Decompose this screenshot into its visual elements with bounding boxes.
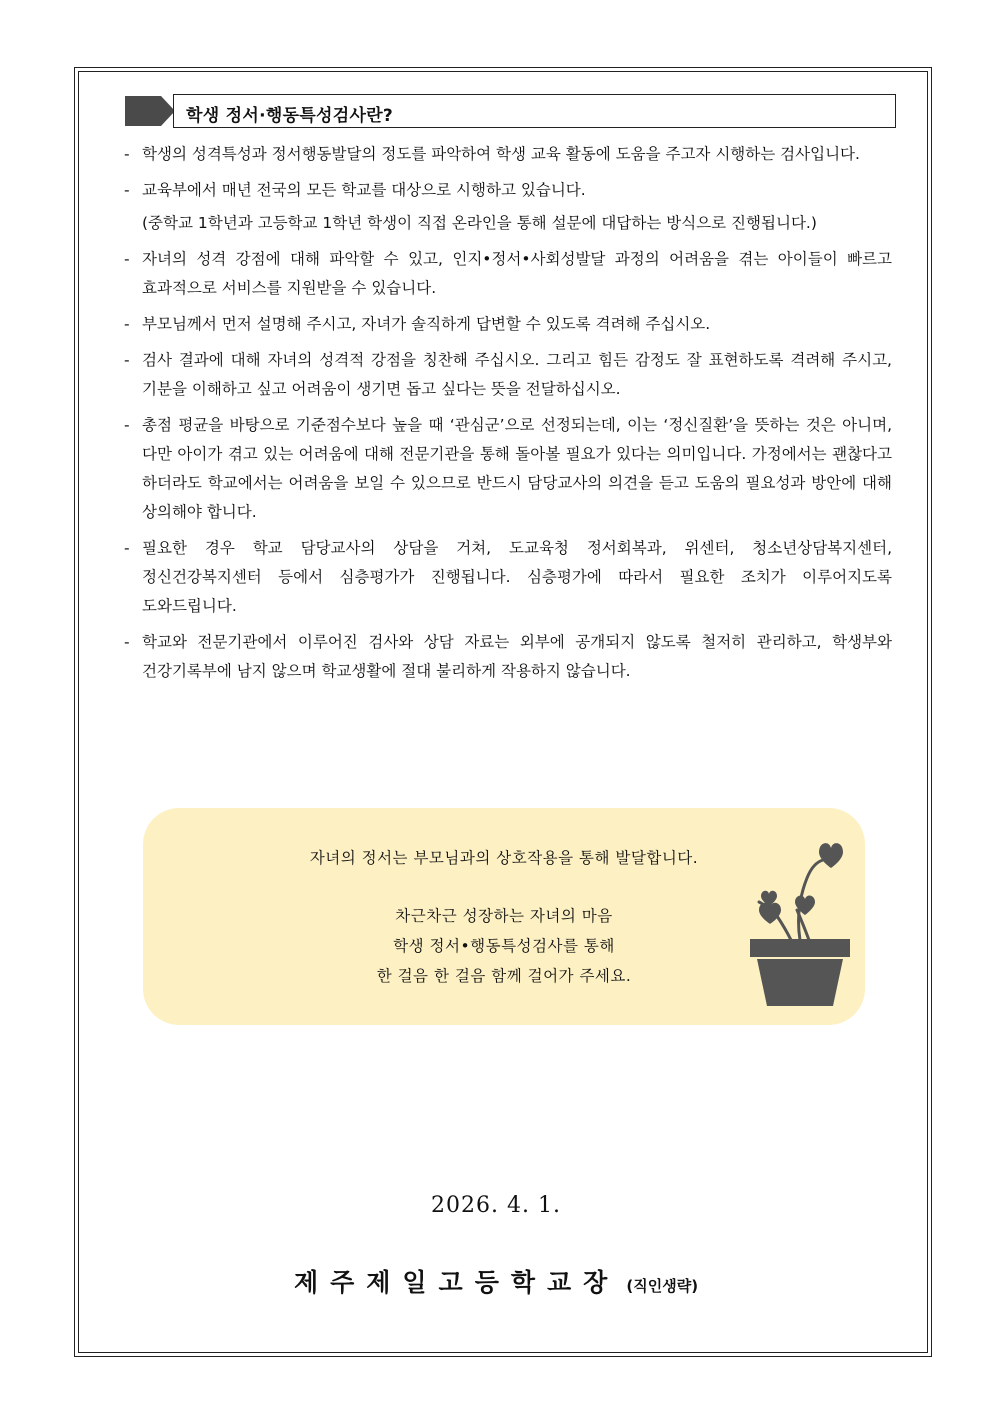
callout-line-1: 자녀의 정서는 부모님과의 상호작용을 통해 발달합니다. [309,849,699,867]
list-item-text: 자녀의 성격 강점에 대해 파악할 수 있고, 인지•정서•사회성발달 과정의 어려움을 겪는 아이들이 빠르고 효과적으로 서비스를 지원받을 수 있습니다. [142,250,892,297]
section-heading [125,94,896,128]
heading-box [173,94,896,128]
list-item-text: 학생의 성격특성과 정서행동발달의 정도를 파악하여 학생 교육 활동에 도움을 주고자 시행하는 검사입니다. [142,145,860,163]
list-item: - 검사 결과에 대해 자녀의 성격적 강점을 칭찬해 주십시오. 그리고 힘든 감정도 잘 표현하도록 격려해 주시고, 기분을 이해하고 싶고 어려움이 생기면 돕고 싶다는 뜻을 전달하십시오. [124,351,892,398]
signature-block [0,1263,992,1299]
list-item-text: 학교와 전문기관에서 이루어진 검사와 상담 자료는 외부에 공개되지 않도록 철저히 관리하고, 학생부와 건강기록부에 남지 않으며 학교생활에 절대 불리하게 작용하지 않습니다. [142,633,892,680]
list-item-text: 필요한 경우 학교 담당교사의 상담을 거쳐, 도교육청 정서회복과, 위센터, 청소년상담복지센터, 정신건강복지센터 등에서 심층평가가 진행됩니다. 심층평가에 따라서 필요한 조치가 이루어지도록 도와드립니다. [142,539,892,615]
principal-signature: 제주제일고등학교장 [293,1268,620,1297]
seal-omitted-note: (직인생략) [626,1277,699,1295]
content-list [124,140,892,693]
list-item: - 필요한 경우 학교 담당교사의 상담을 거쳐, 도교육청 정서회복과, 위센터, 청소년상담복지센터, 정신건강복지센터 등에서 심층평가가 진행됩니다. 심층평가에 따라서 필요한 조치가 이루어지도록 도와드립니다. [124,539,892,615]
callout-line-2: 차근차근 성장하는 자녀의 마음 [395,907,613,925]
list-item-text: 부모님께서 먼저 설명해 주시고, 자녀가 솔직하게 답변할 수 있도록 격려해 주십시오. [142,315,711,333]
heart-plant-pot-icon [745,838,855,1013]
list-item: - 교육부에서 매년 전국의 모든 학교를 대상으로 시행하고 있습니다. [124,181,586,199]
callout-line-4: 한 걸음 한 걸음 함께 걸어가 주세요. [376,967,632,985]
list-note: (중학교 1학년과 고등학교 1학년 학생이 직접 온라인을 통해 설문에 대답하는 방식으로 진행됩니다.) [142,214,817,232]
list-item: - 자녀의 성격 강점에 대해 파악할 수 있고, 인지•정서•사회성발달 과정의 어려움을 겪는 아이들이 빠르고 효과적으로 서비스를 지원받을 수 있습니다. [124,250,892,297]
list-item-text: 교육부에서 매년 전국의 모든 학교를 대상으로 시행하고 있습니다. [142,181,586,199]
list-item: - 학생의 성격특성과 정서행동발달의 정도를 파악하여 학생 교육 활동에 도움을 주고자 시행하는 검사입니다. [124,145,860,163]
list-item-text: 총점 평균을 바탕으로 기준점수보다 높을 때 ‘관심군’으로 선정되는데, 이는 ‘정신질환’을 뜻하는 것은 아니며, 다만 아이가 겪고 있는 어려움에 대해 전문기관을 통해 돌아볼 필요가 있다는 의미입니다. 가정에서는 괜찮다고 하더라도 학교에서는 어려움을 보일 수 있으므로 반드시 담당교사의 의견을 듣고 도움의 필요성과 방안에 대해 상의해야 합니다. [142,416,892,521]
callout-line-3: 학생 정서•행동특성검사를 통해 [393,937,615,955]
heading-title: 학생 정서·행동특성검사란? [186,106,394,126]
arrow-tab-icon [125,96,175,126]
list-item: - 부모님께서 먼저 설명해 주시고, 자녀가 솔직하게 답변할 수 있도록 격려해 주십시오. [124,315,711,333]
list-item-text: 검사 결과에 대해 자녀의 성격적 강점을 칭찬해 주십시오. 그리고 힘든 감정도 잘 표현하도록 격려해 주시고, 기분을 이해하고 싶고 어려움이 생기면 돕고 싶다는 뜻을 전달하십시오. [142,351,892,398]
list-item: - 학교와 전문기관에서 이루어진 검사와 상담 자료는 외부에 공개되지 않도록 철저히 관리하고, 학생부와 건강기록부에 남지 않으며 학교생활에 절대 불리하게 작용하지 않습니다. [124,633,892,680]
document-date: 2026. 4. 1. [431,1193,561,1218]
list-item: - 총점 평균을 바탕으로 기준점수보다 높을 때 ‘관심군’으로 선정되는데, 이는 ‘정신질환’을 뜻하는 것은 아니며, 다만 아이가 겪고 있는 어려움에 대해 전문기관을 통해 돌아볼 필요가 있다는 의미입니다. 가정에서는 괜찮다고 하더라도 학교에서는 어려움을 보일 수 있으므로 반드시 담당교사의 의견을 듣고 도움의 필요성과 방안에 대해 상의해야 합니다. [124,416,892,521]
